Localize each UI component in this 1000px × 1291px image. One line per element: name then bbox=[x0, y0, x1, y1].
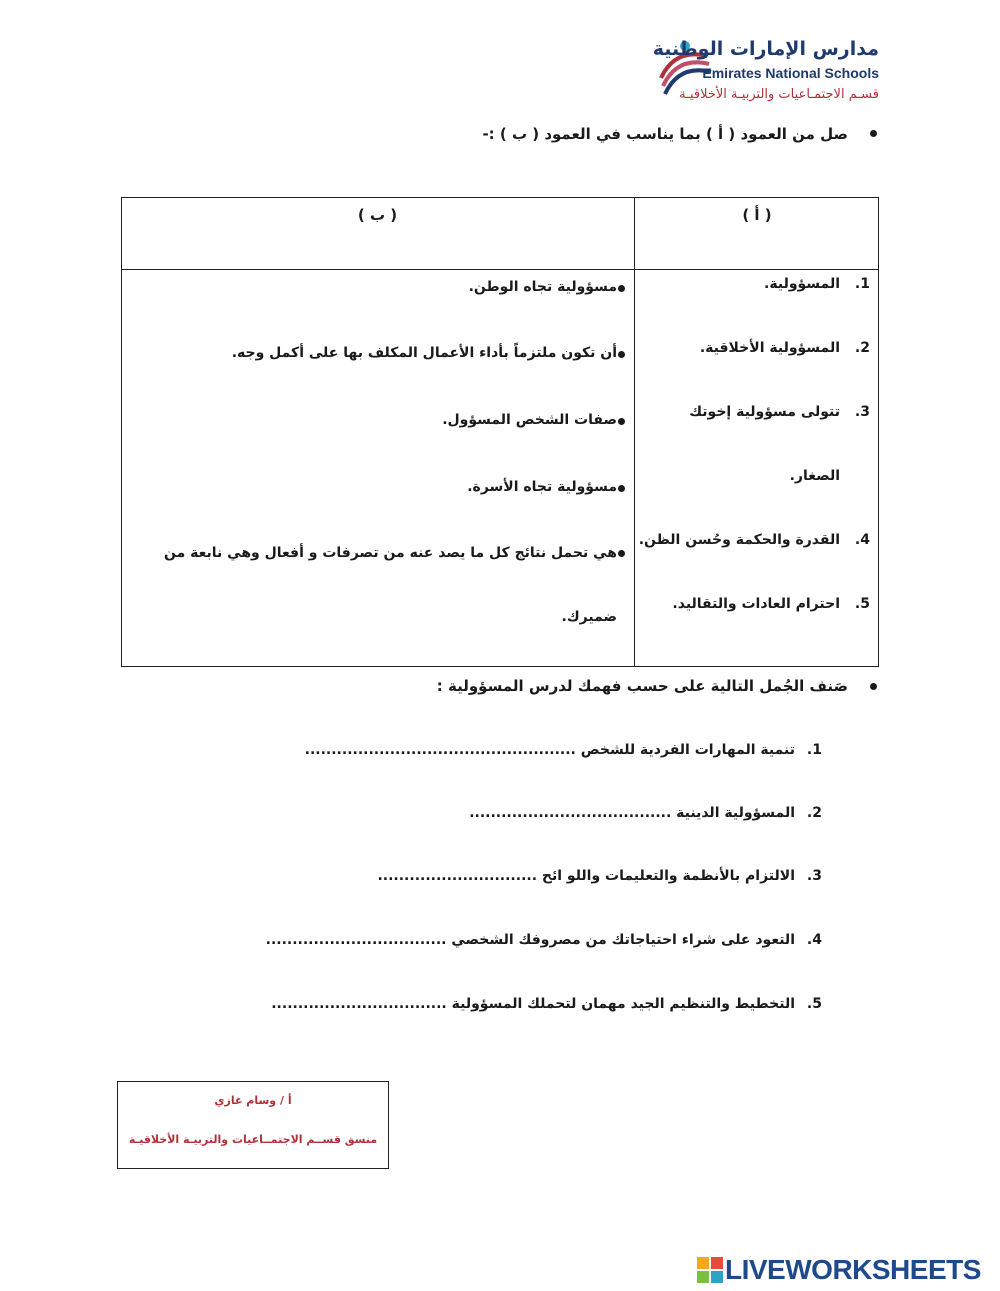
liveworksheets-logo-icon bbox=[697, 1257, 723, 1283]
column-b-header: ( ب ) bbox=[357, 206, 398, 224]
item-text: احترام العادات والتقاليد. bbox=[672, 596, 840, 612]
classify-item bbox=[377, 868, 795, 884]
liveworksheets-brand[interactable]: LIVEWORKSHEETS bbox=[725, 1254, 981, 1285]
item-number: 5. bbox=[854, 596, 870, 612]
column-b-item: أن تكون ملتزماً بأداء الأعمال المكلف بها على أكمل وجه. bbox=[231, 345, 617, 361]
classify-item bbox=[469, 805, 795, 821]
classify-item-text: المسؤولية الدينية bbox=[676, 805, 795, 821]
item-text: الصغار. bbox=[789, 468, 840, 484]
classify-item-number: 3. bbox=[806, 868, 822, 884]
item-number: 1. bbox=[854, 276, 870, 292]
answer-blank: ................................. bbox=[271, 996, 447, 1012]
teacher-name: أ / وسام غازي bbox=[214, 1094, 292, 1107]
answer-blank: .................................. bbox=[265, 932, 447, 948]
classify-item-number: 2. bbox=[806, 805, 822, 821]
school-name-english: Emirates National Schools bbox=[702, 65, 879, 81]
item-text: القدرة والحكمة وحُسن الظن. bbox=[638, 532, 840, 548]
bullet-icon bbox=[870, 130, 877, 137]
answer-blank: ...................................... bbox=[469, 805, 672, 821]
classify-item-text: التعود على شراء احتياجاتك من مصروفك الشخصي bbox=[451, 932, 795, 948]
column-b-item: مسؤولية تجاه الوطن. bbox=[468, 279, 617, 295]
classify-item-text: تنمية المهارات الفردية للشخص bbox=[580, 742, 795, 758]
school-name-arabic: مدارس الإمارات الوطنية bbox=[652, 38, 879, 60]
item-text: تتولى مسؤولية إخوتك bbox=[689, 404, 840, 420]
item-number: 3. bbox=[854, 404, 870, 420]
bullet-icon bbox=[870, 683, 877, 690]
classify-item-number: 5. bbox=[806, 996, 822, 1012]
department-name: قسـم الاجتمـاعيات والتربيـة الأخلاقيـة bbox=[679, 87, 879, 102]
answer-blank: .............................. bbox=[377, 868, 538, 884]
column-a-header: ( أ ) bbox=[742, 206, 772, 224]
column-b-item: صفات الشخص المسؤول. bbox=[442, 412, 617, 428]
column-b-item: مسؤولية تجاه الأسرة. bbox=[467, 479, 617, 495]
column-b-item-continued: ضميرك. bbox=[561, 609, 617, 625]
answer-blank: ................................................... bbox=[304, 742, 576, 758]
table-header-divider bbox=[121, 269, 879, 270]
classify-item-number: 4. bbox=[806, 932, 822, 948]
classify-item-text: الالتزام بالأنظمة والتعليمات واللو ائح bbox=[541, 868, 795, 884]
bullet-icon bbox=[618, 418, 625, 425]
classify-item-number: 1. bbox=[806, 742, 822, 758]
classify-item-text: التخطيط والتنظيم الجيد مهمان لتحملك المسؤولية bbox=[451, 996, 795, 1012]
teacher-role: منسق قســم الاجتمــاعيات والتربيـة الأخلاقيـة bbox=[128, 1133, 378, 1146]
item-number: 2. bbox=[854, 340, 870, 356]
item-text: المسؤولية الأخلاقية. bbox=[699, 340, 840, 356]
instruction-classify: صَنف الجُمل التالية على حسب فهمك لدرس المسؤولية : bbox=[436, 677, 848, 695]
bullet-icon bbox=[618, 285, 625, 292]
instruction-match: صل من العمود ( أ ) بما يناسب في العمود ( ب ) :- bbox=[482, 125, 848, 143]
bullet-icon bbox=[618, 550, 625, 557]
bullet-icon bbox=[618, 485, 625, 492]
item-number: 4. bbox=[854, 532, 870, 548]
classify-item bbox=[271, 996, 795, 1012]
bullet-icon bbox=[618, 351, 625, 358]
table-column-divider bbox=[634, 197, 635, 667]
item-text: المسؤولية. bbox=[764, 276, 840, 292]
classify-item bbox=[266, 932, 795, 948]
classify-item bbox=[305, 742, 795, 758]
column-b-item: هي تحمل نتائج كل ما يصد عنه من تصرفات و أفعال وهي نابعة من bbox=[163, 545, 617, 561]
